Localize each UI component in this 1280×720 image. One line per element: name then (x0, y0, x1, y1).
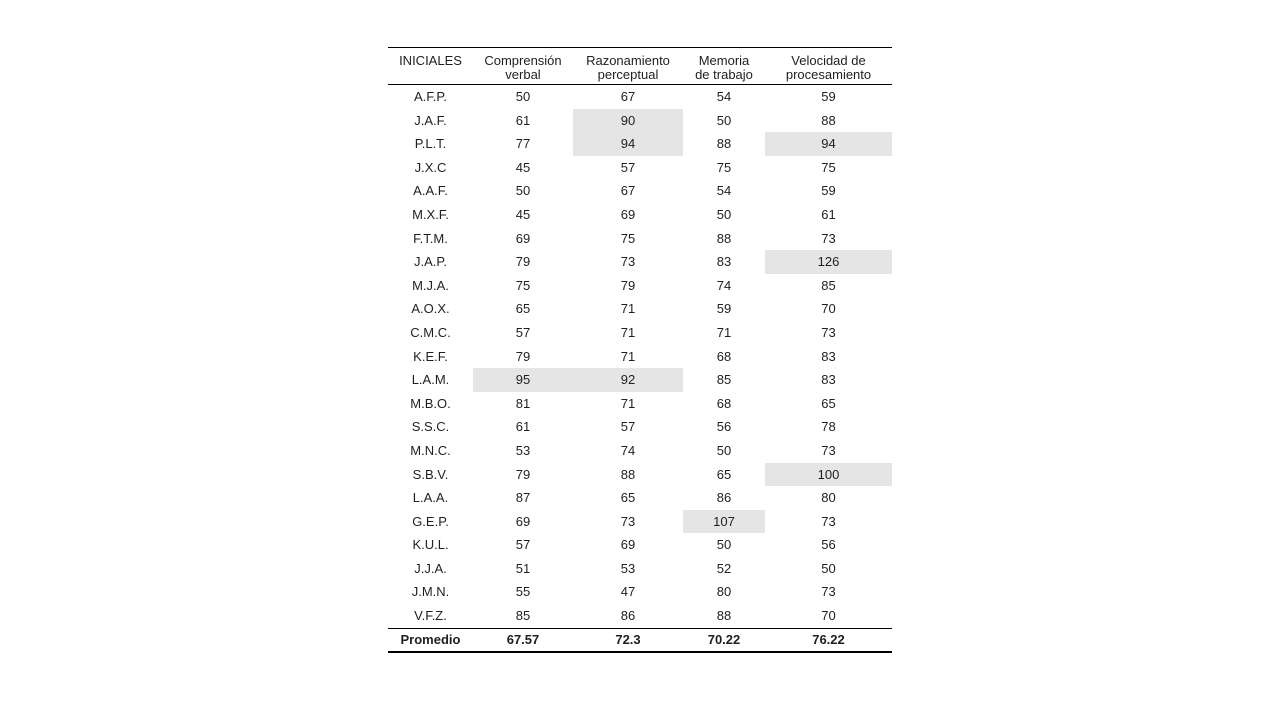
score-cell: 65 (716, 466, 732, 482)
score-cell: 73 (620, 513, 636, 529)
table-row (388, 486, 892, 510)
row-initials: J.X.C (414, 159, 447, 175)
score-cell: 50 (716, 537, 732, 553)
table-row (388, 179, 892, 203)
score-cell: 65 (515, 301, 531, 317)
row-initials: S.B.V. (412, 466, 449, 482)
score-cell: 69 (515, 513, 531, 529)
score-cell: 57 (620, 419, 636, 435)
score-cell: 69 (620, 537, 636, 553)
score-cell: 90 (573, 109, 683, 133)
score-cell: 47 (620, 584, 636, 600)
table-row (388, 510, 892, 534)
score-cell: 65 (620, 490, 636, 506)
row-initials: J.A.P. (413, 254, 447, 270)
score-cell: 69 (515, 230, 531, 246)
row-initials: L.A.M. (411, 372, 450, 388)
score-cell: 52 (716, 560, 732, 576)
score-cell: 71 (620, 395, 636, 411)
score-cell: 86 (620, 608, 636, 624)
score-cell: 80 (821, 490, 836, 506)
score-cell: 107 (683, 510, 765, 534)
score-cell: 79 (620, 277, 636, 293)
score-cell: 57 (515, 537, 531, 553)
score-cell: 77 (515, 136, 531, 152)
column-header-velocidad (765, 48, 892, 85)
row-initials: J.M.N. (411, 584, 450, 600)
score-cell: 68 (716, 348, 732, 364)
row-initials: K.E.F. (413, 348, 448, 364)
table-row (388, 415, 892, 439)
column-header-line: perceptual (597, 67, 659, 82)
table-row (388, 557, 892, 581)
score-cell: 45 (515, 206, 531, 222)
score-cell: 50 (515, 183, 531, 199)
table-row (388, 297, 892, 321)
score-cell: 50 (515, 89, 531, 104)
score-cell: 70 (821, 608, 836, 624)
table-row (388, 132, 892, 156)
table-row (388, 109, 892, 133)
score-cell: 74 (716, 277, 732, 293)
score-cell: 88 (716, 608, 732, 624)
table-row (388, 321, 892, 345)
score-cell: 88 (716, 136, 732, 152)
score-cell: 85 (515, 608, 531, 624)
score-cell: 51 (515, 560, 531, 576)
score-cell: 50 (821, 560, 836, 576)
score-cell: 85 (821, 277, 836, 293)
table-row (388, 345, 892, 369)
score-cell: 53 (620, 560, 636, 576)
row-initials: G.E.P. (412, 513, 449, 529)
row-initials: J.A.F. (414, 112, 447, 128)
row-initials: V.F.Z. (414, 608, 447, 624)
score-cell: 54 (716, 183, 732, 199)
header-row (388, 48, 892, 85)
score-cell: 59 (821, 183, 836, 199)
row-initials: F.T.M. (413, 230, 448, 246)
score-cell: 126 (765, 250, 892, 274)
score-cell: 79 (515, 466, 531, 482)
score-cell: 50 (716, 112, 732, 128)
column-header-iniciales (388, 48, 473, 85)
score-cell: 79 (515, 254, 531, 270)
table-row (388, 227, 892, 251)
score-cell: 86 (716, 490, 732, 506)
score-cell: 67 (620, 183, 636, 199)
footer-average-memoria: 70.22 (683, 628, 765, 652)
score-cell: 45 (515, 159, 531, 175)
table-row (388, 463, 892, 487)
score-cell: 95 (473, 368, 573, 392)
score-cell: 88 (620, 466, 636, 482)
score-cell: 71 (716, 324, 732, 340)
scores-table (388, 47, 892, 653)
score-cell: 75 (620, 230, 636, 246)
score-cell: 75 (716, 159, 732, 175)
row-initials: M.N.C. (410, 442, 451, 458)
row-initials: K.U.L. (412, 537, 449, 553)
footer-average-comprension: 67.57 (473, 628, 573, 652)
scores-table-wrap (388, 47, 892, 653)
footer-average-razonamiento: 72.3 (573, 628, 683, 652)
score-cell: 75 (821, 159, 836, 175)
table-row (388, 392, 892, 416)
score-cell: 61 (821, 206, 836, 222)
score-cell: 73 (821, 442, 836, 458)
score-cell: 74 (620, 442, 636, 458)
score-cell: 83 (716, 254, 732, 270)
score-cell: 71 (620, 301, 636, 317)
score-cell: 94 (573, 132, 683, 156)
score-cell: 79 (515, 348, 531, 364)
column-header-razonamiento (573, 48, 683, 85)
score-cell: 85 (716, 372, 732, 388)
score-cell: 65 (821, 395, 836, 411)
score-cell: 73 (821, 230, 836, 246)
score-cell: 71 (620, 324, 636, 340)
score-cell: 75 (515, 277, 531, 293)
score-cell: 100 (765, 463, 892, 487)
footer-row (388, 628, 892, 652)
score-cell: 73 (620, 254, 636, 270)
score-cell: 92 (573, 368, 683, 392)
row-initials: A.F.P. (413, 89, 447, 104)
score-cell: 80 (716, 584, 732, 600)
table-row (388, 604, 892, 628)
score-cell: 55 (515, 584, 531, 600)
score-cell: 61 (515, 419, 531, 435)
score-cell: 81 (515, 395, 531, 411)
row-initials: L.A.A. (412, 490, 449, 506)
row-initials: M.B.O. (410, 395, 451, 411)
score-cell: 78 (821, 419, 836, 435)
row-initials: P.L.T. (414, 136, 447, 152)
score-cell: 73 (821, 513, 836, 529)
score-cell: 94 (765, 132, 892, 156)
score-cell: 57 (515, 324, 531, 340)
table-row (388, 85, 892, 109)
score-cell: 69 (620, 206, 636, 222)
table-row (388, 156, 892, 180)
score-cell: 56 (821, 537, 836, 553)
score-cell: 83 (821, 372, 836, 388)
score-cell: 53 (515, 442, 531, 458)
column-header-line: Velocidad de (791, 53, 866, 68)
column-header-line: Razonamiento (586, 53, 670, 68)
score-cell: 87 (515, 490, 531, 506)
column-header-line: procesamiento (785, 67, 872, 82)
score-cell: 70 (821, 301, 836, 317)
score-cell: 83 (821, 348, 836, 364)
column-header-line: Comprensión (484, 53, 562, 68)
score-cell: 59 (821, 89, 836, 104)
score-cell: 73 (821, 584, 836, 600)
row-initials: J.J.A. (414, 560, 447, 576)
score-cell: 73 (821, 324, 836, 340)
table-row (388, 368, 892, 392)
footer-average-velocidad: 76.22 (765, 628, 892, 652)
table-row (388, 580, 892, 604)
column-header-memoria (683, 48, 765, 85)
score-cell: 88 (716, 230, 732, 246)
score-cell: 88 (821, 112, 836, 128)
score-cell: 50 (716, 206, 732, 222)
table-row (388, 250, 892, 274)
score-cell: 57 (620, 159, 636, 175)
row-initials: C.M.C. (410, 324, 451, 340)
row-initials: M.J.A. (412, 277, 449, 293)
row-initials: A.O.X. (411, 301, 450, 317)
score-cell: 71 (620, 348, 636, 364)
column-header-line: Memoria (698, 53, 750, 68)
footer-label: Promedio (388, 628, 473, 652)
column-header-comprension (473, 48, 573, 85)
score-cell: 54 (716, 89, 732, 104)
table-row (388, 533, 892, 557)
score-cell: 67 (620, 89, 636, 104)
score-cell: 50 (716, 442, 732, 458)
table-row (388, 274, 892, 298)
row-initials: A.A.F. (413, 183, 448, 199)
score-cell: 59 (716, 301, 732, 317)
column-header-line: verbal (505, 67, 541, 82)
column-header-line: de trabajo (695, 67, 753, 82)
row-initials: M.X.F. (412, 206, 449, 222)
score-cell: 56 (716, 419, 732, 435)
score-cell: 61 (515, 112, 531, 128)
table-row (388, 439, 892, 463)
table-row (388, 203, 892, 227)
row-initials: S.S.C. (411, 419, 450, 435)
score-cell: 68 (716, 395, 732, 411)
column-header-line: INICIALES (399, 53, 462, 68)
